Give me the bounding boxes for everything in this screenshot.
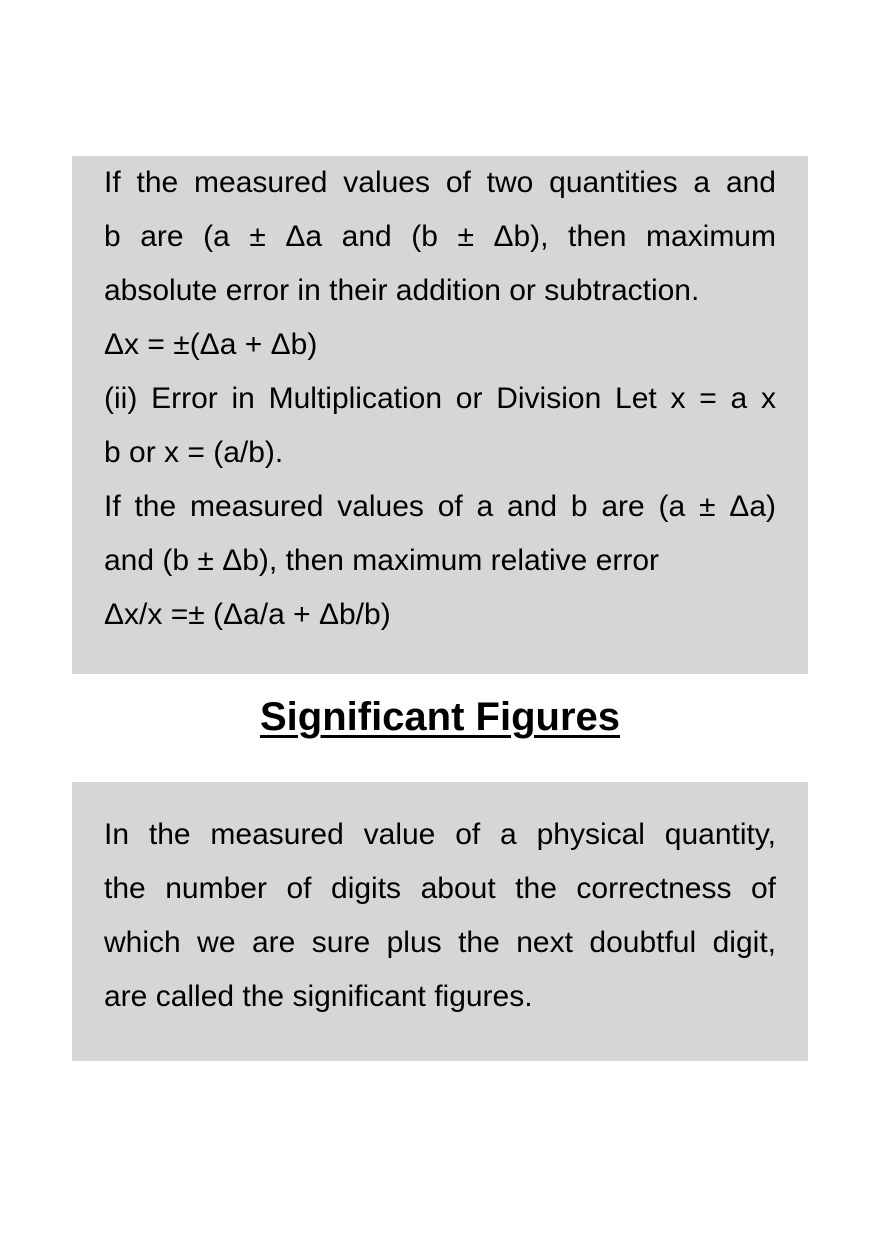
section-heading: Significant Figures — [259, 695, 621, 739]
text-line: b are (a ± Δa and (b ± Δb), then maximum — [104, 220, 776, 253]
significant-figures-box — [72, 782, 808, 1061]
text-line: In the measured value of a physical quantity, — [104, 818, 776, 851]
text-line: and (b ± Δb), then maximum relative error — [104, 544, 660, 577]
text-line: (ii) Error in Multiplication or Division Let x = a x — [104, 382, 776, 415]
formula-line: Δx/x =± (Δa/a + Δb/b) — [104, 598, 391, 631]
text-line: If the measured values of a and b are (a ± Δa) — [104, 490, 776, 523]
error-propagation-box — [72, 156, 808, 674]
text-line: which we are sure plus the next doubtful digit, — [104, 926, 776, 959]
text-line: are called the significant figures. — [104, 980, 533, 1013]
text-line: If the measured values of two quantities a and — [104, 166, 776, 199]
text-line: the number of digits about the correctness of — [104, 872, 776, 905]
formula-line: Δx = ±(Δa + Δb) — [104, 328, 318, 361]
text-line: absolute error in their addition or subtraction. — [104, 274, 700, 307]
text-line: b or x = (a/b). — [104, 436, 284, 469]
